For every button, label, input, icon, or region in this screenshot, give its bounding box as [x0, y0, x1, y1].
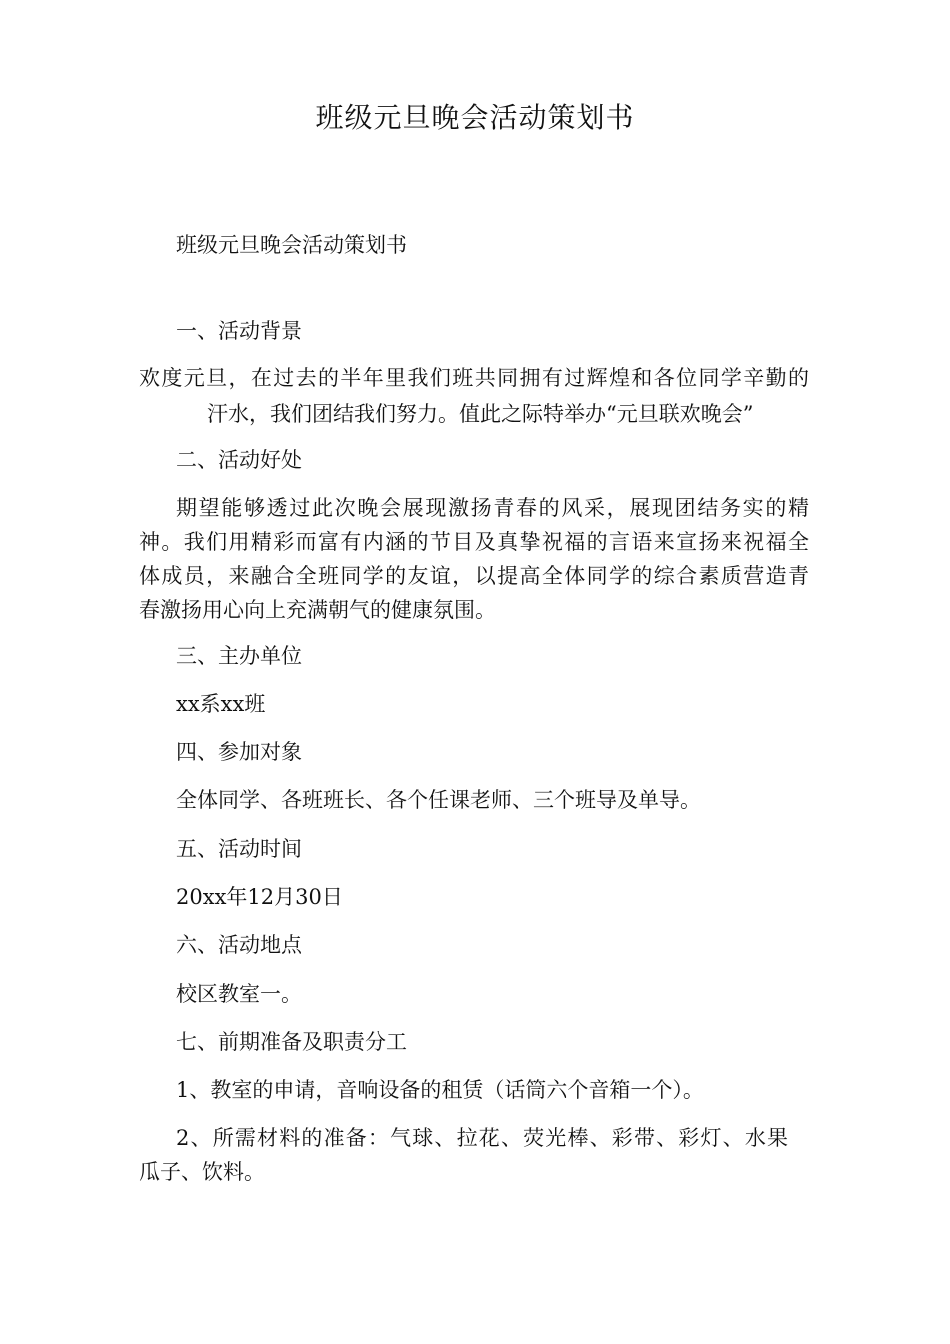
- location-value: 校区教室一。: [176, 982, 302, 1006]
- paragraph-background-line-1: 欢度元旦，在过去的半年里我们班共同拥有过辉煌和各位同学辛勤的: [139, 366, 809, 390]
- section-heading-location: 六、活动地点: [176, 933, 302, 957]
- document-title: 班级元旦晚会活动策划书: [315, 101, 635, 134]
- preparation-item-2-line-2: 瓜子、饮料。: [139, 1160, 265, 1184]
- section-heading-benefits: 二、活动好处: [176, 448, 302, 472]
- document-subtitle: 班级元旦晚会活动策划书: [176, 233, 407, 257]
- section-heading-background: 一、活动背景: [176, 319, 302, 343]
- preparation-item-2-line-1: 2、所需材料的准备：气球、拉花、荧光棒、彩带、彩灯、水果: [176, 1126, 788, 1150]
- section-heading-time: 五、活动时间: [176, 837, 302, 861]
- section-heading-organizer: 三、主办单位: [176, 644, 302, 668]
- paragraph-background-line-2: 汗水，我们团结我们努力。值此之际特举办“元旦联欢晚会”: [207, 402, 754, 426]
- paragraph-benefits-line-2: 神。我们用精彩而富有内涵的节目及真挚祝福的言语来宣扬来祝福全: [139, 530, 809, 554]
- participants-value: 全体同学、各班班长、各个任课老师、三个班导及单导。: [176, 788, 701, 812]
- paragraph-benefits-line-3: 体成员，来融合全班同学的友谊，以提高全体同学的综合素质营造青: [139, 564, 809, 588]
- paragraph-benefits-line-1: 期望能够透过此次晚会展现激扬青春的风采，展现团结务实的精: [176, 496, 809, 520]
- organizer-value: xx系xx班: [176, 692, 266, 716]
- section-heading-preparation: 七、前期准备及职责分工: [176, 1030, 407, 1054]
- paragraph-benefits-line-4: 春激扬用心向上充满朝气的健康氛围。: [139, 598, 496, 622]
- preparation-item-1: 1、教室的申请，音响设备的租赁（话筒六个音箱一个）。: [176, 1078, 704, 1102]
- section-heading-participants: 四、参加对象: [176, 740, 302, 764]
- time-value: 20xx年12月30日: [176, 885, 343, 909]
